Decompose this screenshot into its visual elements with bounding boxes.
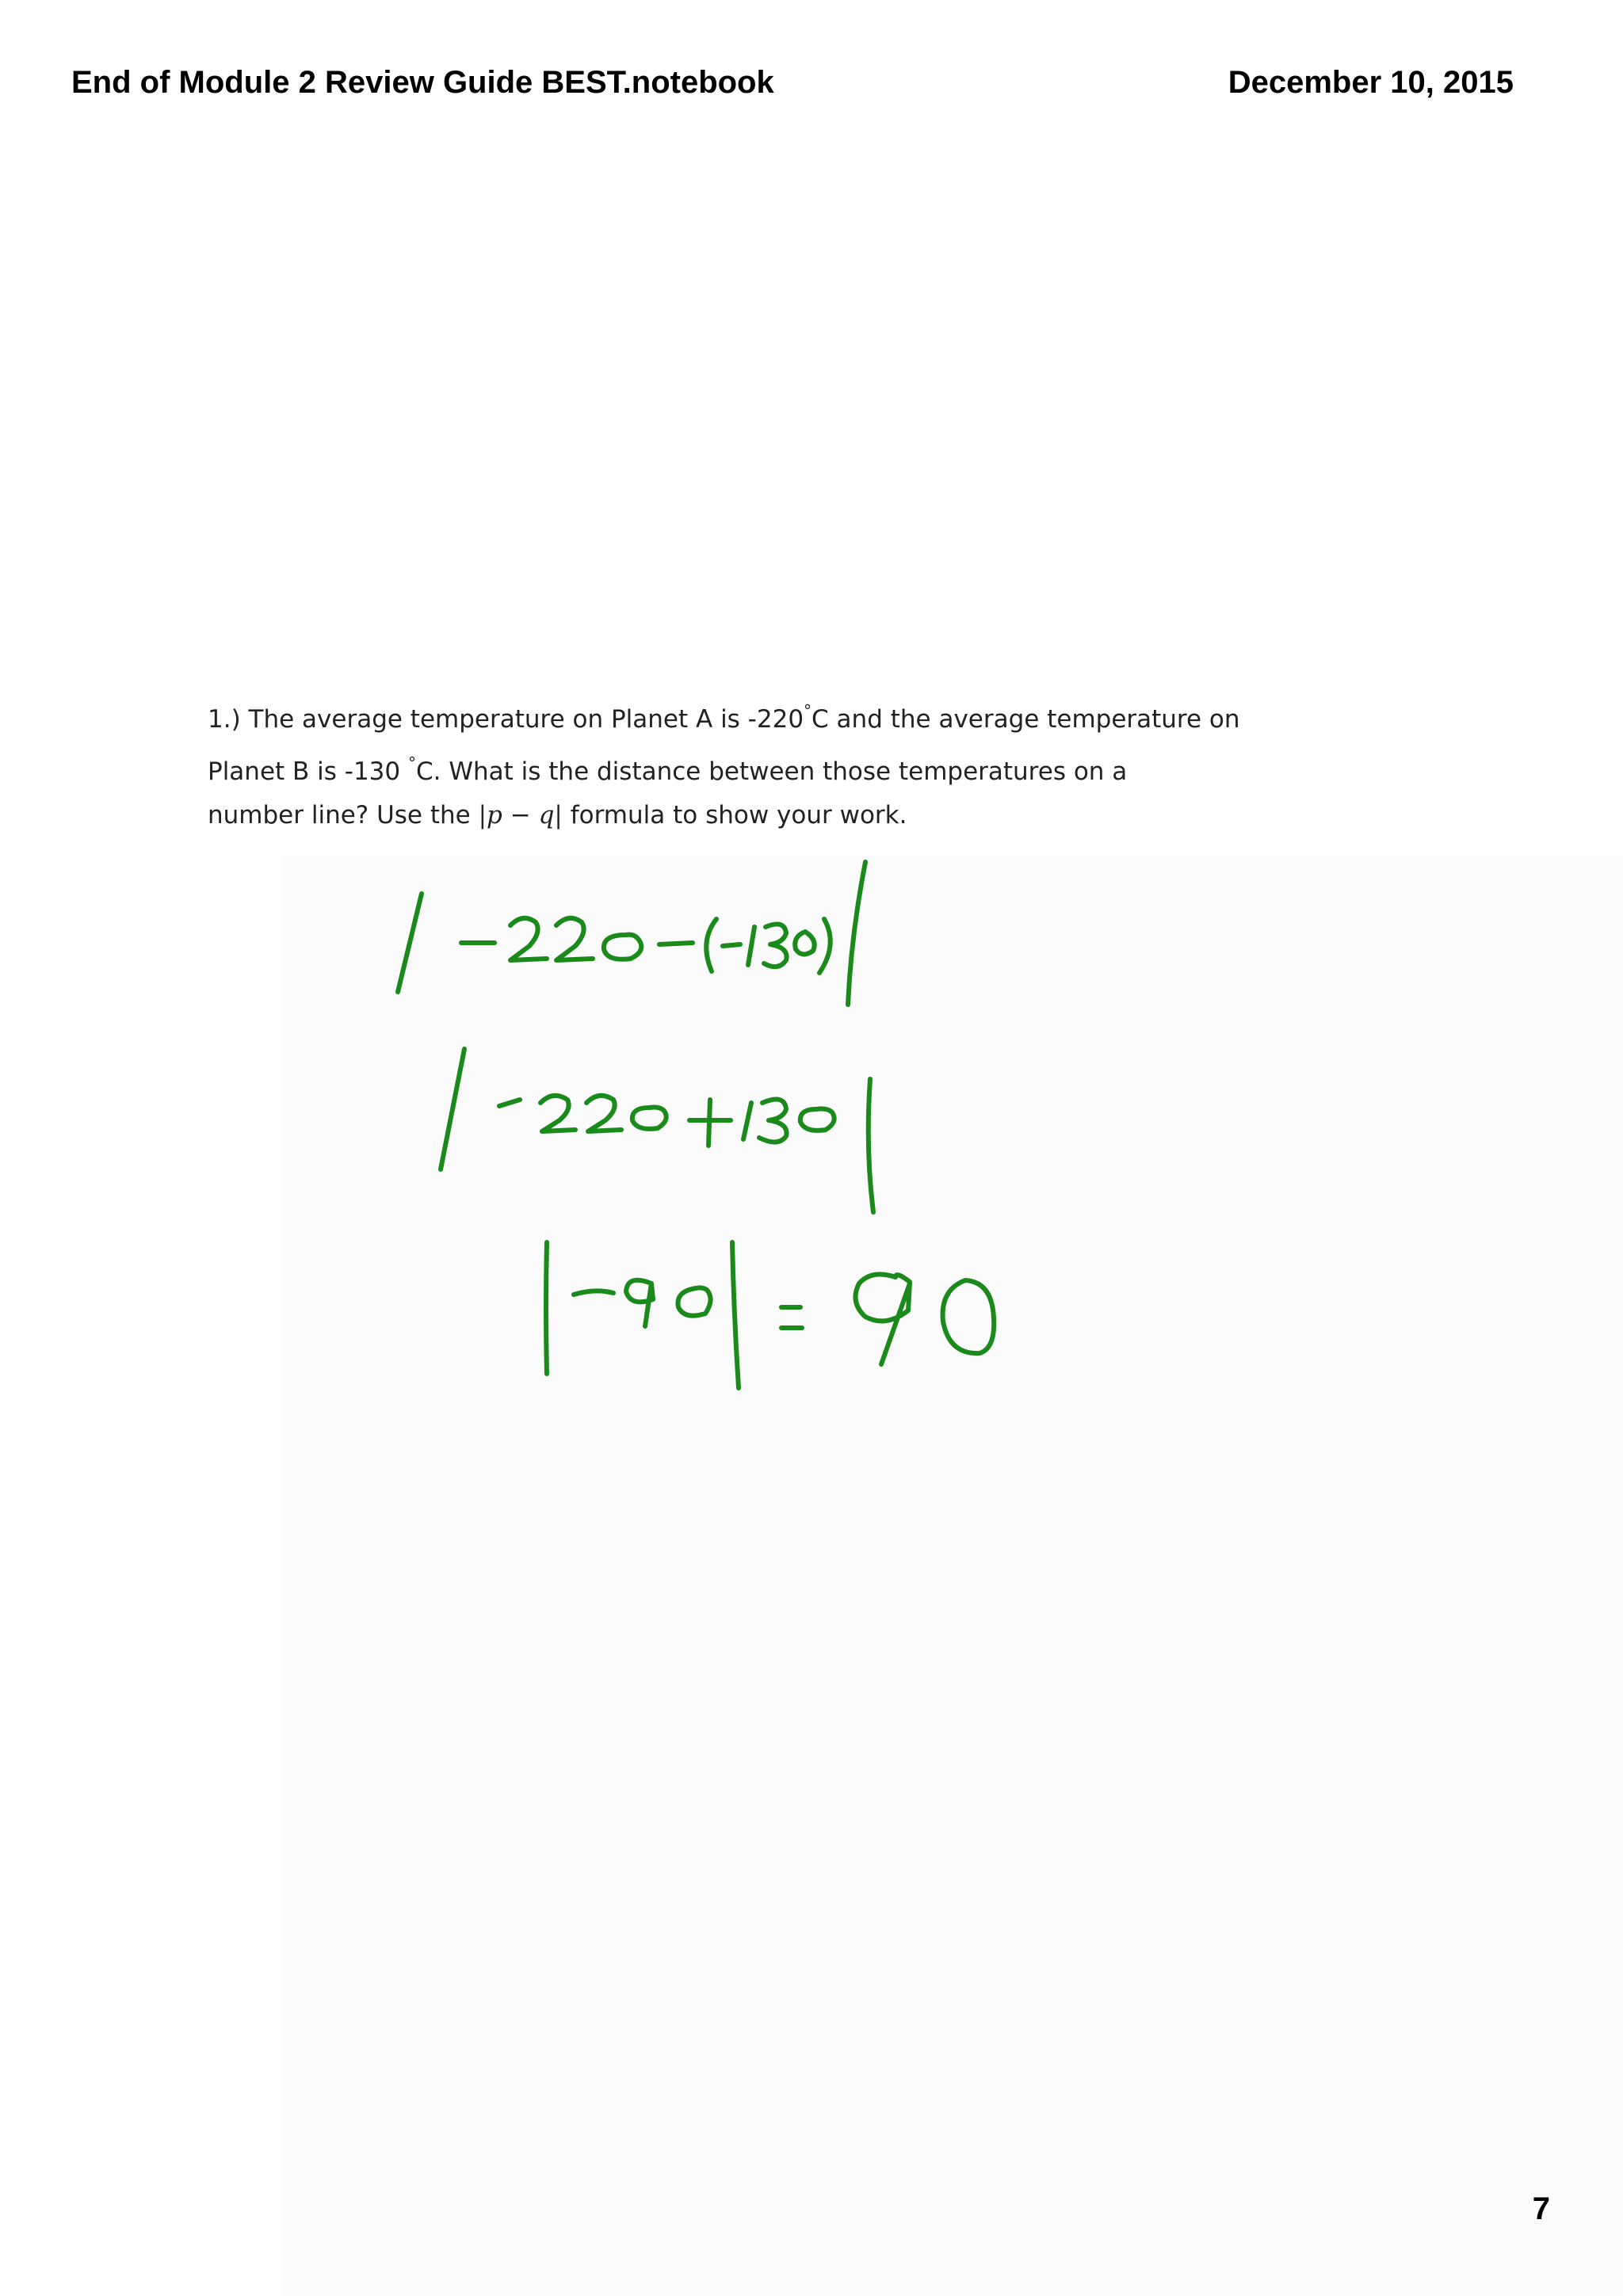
problem-line-1: 1.) The average temperature on Planet A is -220°C and the average temperature on	[208, 701, 1240, 734]
notebook-canvas	[282, 856, 1623, 2296]
distance-formula: |p − q|	[478, 801, 563, 830]
page-number: 7	[1532, 2191, 1550, 2226]
problem-statement	[208, 689, 1301, 837]
degree-symbol: °	[804, 701, 812, 720]
problem-line-2: Planet B is -130 °C. What is the distance between those temperatures on a	[208, 753, 1128, 786]
problem-line-3: number line? Use the |p − q| formula to show your work.	[208, 801, 907, 830]
degree-symbol: °	[408, 753, 416, 772]
document-date: December 10, 2015	[1228, 65, 1514, 100]
document-title: End of Module 2 Review Guide BEST.notebook	[71, 65, 774, 100]
